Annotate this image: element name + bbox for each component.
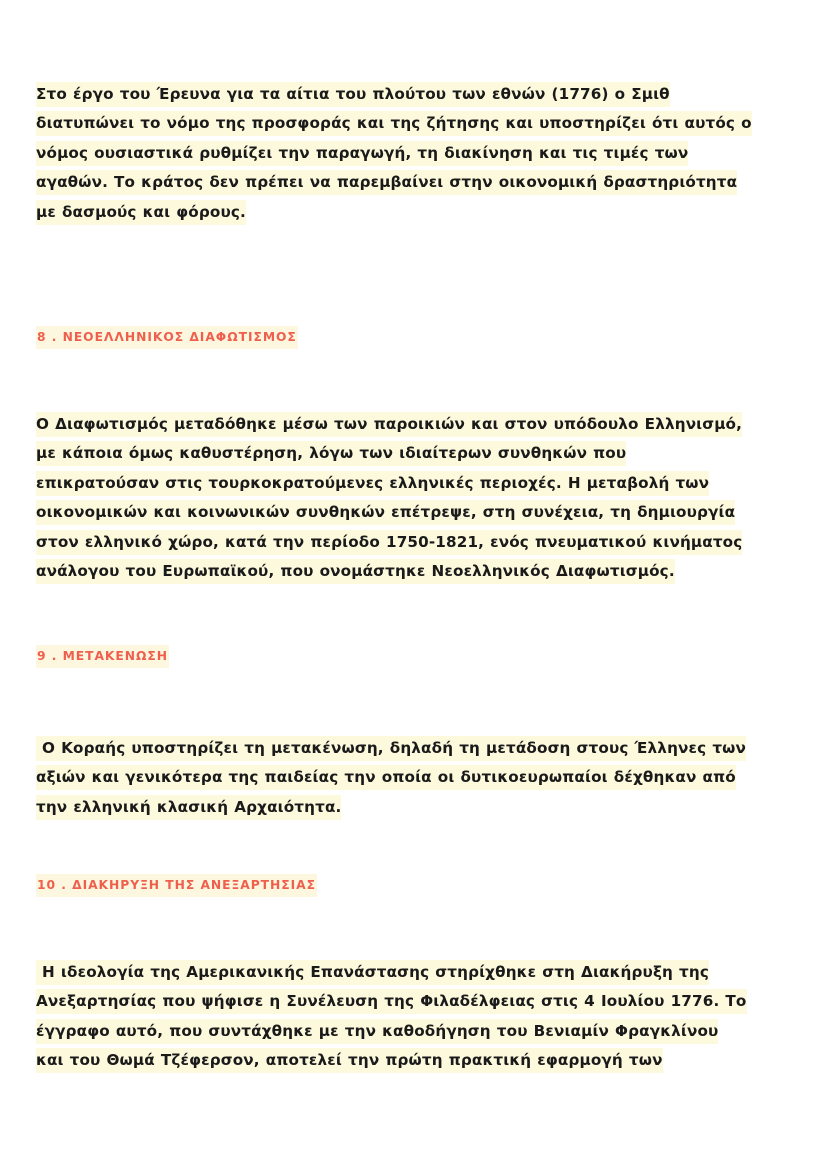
heading-text bbox=[36, 327, 298, 347]
highlight-span: ανάλογου του Ευρωπαϊκού, που ονομάστηκε Νεοελληνικός Διαφωτισμός. bbox=[36, 559, 675, 584]
text-line bbox=[36, 498, 792, 527]
paragraph-metakenosi bbox=[36, 734, 792, 822]
highlight-span: Ο Κοραής υποστηρίζει τη μετακένωση, δηλαδή τη μετάδοση στους Έλληνες των bbox=[36, 736, 746, 761]
highlight-span: Η ιδεολογία της Αμερικανικής Επανάστασης στηρίχθηκε στη Διακήρυξη της bbox=[36, 960, 709, 985]
heading-text bbox=[36, 875, 317, 895]
text-line bbox=[36, 1046, 792, 1075]
section-heading-10 bbox=[36, 875, 317, 895]
text-line bbox=[36, 734, 792, 763]
highlight-span: Ο Διαφωτισμός μεταδόθηκε μέσω των παροικιών και στον υπόδουλο Ελληνισμό, bbox=[36, 412, 742, 437]
paragraph-diakiryxi-anexartisias bbox=[36, 958, 792, 1076]
text-line bbox=[36, 987, 792, 1016]
highlight-span: νόμος ουσιαστικά ρυθμίζει την παραγωγή, τη διακίνηση και τις τιμές των bbox=[36, 141, 688, 166]
highlight-span: 8 . ΝΕΟΕΛΛΗΝΙΚΟΣ ΔΙΑΦΩΤΙΣΜΟΣ bbox=[36, 326, 298, 349]
highlight-span: την ελληνική κλασική Αρχαιότητα. bbox=[36, 795, 341, 820]
highlight-span: αγαθών. Το κράτος δεν πρέπει να παρεμβαίνει στην οικονομική δραστηριότητα bbox=[36, 170, 737, 195]
highlight-span: επικρατούσαν στις τουρκοκρατούμενες ελληνικές περιοχές. Η μεταβολή των bbox=[36, 471, 709, 496]
text-line bbox=[36, 958, 792, 987]
text-line bbox=[36, 1017, 792, 1046]
text-line bbox=[36, 139, 792, 168]
text-line bbox=[36, 557, 792, 586]
highlight-span: στον ελληνικό χώρο, κατά την περίοδο 1750-1821, ενός πνευματικού κινήματος bbox=[36, 530, 742, 555]
text-line bbox=[36, 109, 792, 138]
text-line bbox=[36, 168, 792, 197]
highlight-span: έγγραφο αυτό, που συντάχθηκε με την καθοδήγηση του Βενιαμίν Φραγκλίνου bbox=[36, 1019, 718, 1044]
highlight-span: Ανεξαρτησίας που ψήφισε η Συνέλευση της Φιλαδέλφειας στις 4 Ιουλίου 1776. Το bbox=[36, 989, 747, 1014]
paragraph-neoellinikos-diafotismos bbox=[36, 410, 792, 586]
text-line bbox=[36, 528, 792, 557]
text-line bbox=[36, 80, 792, 109]
text-line bbox=[36, 439, 792, 468]
highlight-span: με κάποια όμως καθυστέρηση, λόγω των ιδιαίτερων συνθηκών που bbox=[36, 441, 626, 466]
text-line bbox=[36, 793, 792, 822]
text-line bbox=[36, 469, 792, 498]
text-line bbox=[36, 198, 792, 227]
text-line bbox=[36, 763, 792, 792]
section-heading-9 bbox=[36, 646, 169, 666]
highlight-span: 10 . ΔΙΑΚΗΡΥΞΗ ΤΗΣ ΑΝΕΞΑΡΤΗΣΙΑΣ bbox=[36, 874, 317, 897]
highlight-span: αξιών και γενικότερα της παιδείας την οποία οι δυτικοευρωπαίοι δέχθηκαν από bbox=[36, 765, 736, 790]
section-heading-8 bbox=[36, 327, 298, 347]
paragraph-text bbox=[36, 410, 792, 586]
highlight-span: Στο έργο του Έρευνα για τα αίτια του πλούτου των εθνών (1776) ο Σμιθ bbox=[36, 82, 670, 107]
paragraph-text bbox=[36, 958, 792, 1076]
paragraph-adam-smith bbox=[36, 80, 792, 227]
highlight-span: 9 . ΜΕΤΑΚΕΝΩΣΗ bbox=[36, 645, 169, 668]
paragraph-text bbox=[36, 734, 792, 822]
heading-text bbox=[36, 646, 169, 666]
paragraph-text bbox=[36, 80, 792, 227]
text-line bbox=[36, 410, 792, 439]
highlight-span: με δασμούς και φόρους. bbox=[36, 200, 246, 225]
highlight-span: και του Θωμά Τζέφερσον, αποτελεί την πρώτη πρακτική εφαρμογή των bbox=[36, 1048, 663, 1073]
highlight-span: οικονομικών και κοινωνικών συνθηκών επέτρεψε, στη συνέχεια, τη δημιουργία bbox=[36, 500, 735, 525]
highlight-span: διατυπώνει το νόμο της προσφοράς και της ζήτησης και υποστηρίζει ότι αυτός ο bbox=[36, 111, 752, 136]
